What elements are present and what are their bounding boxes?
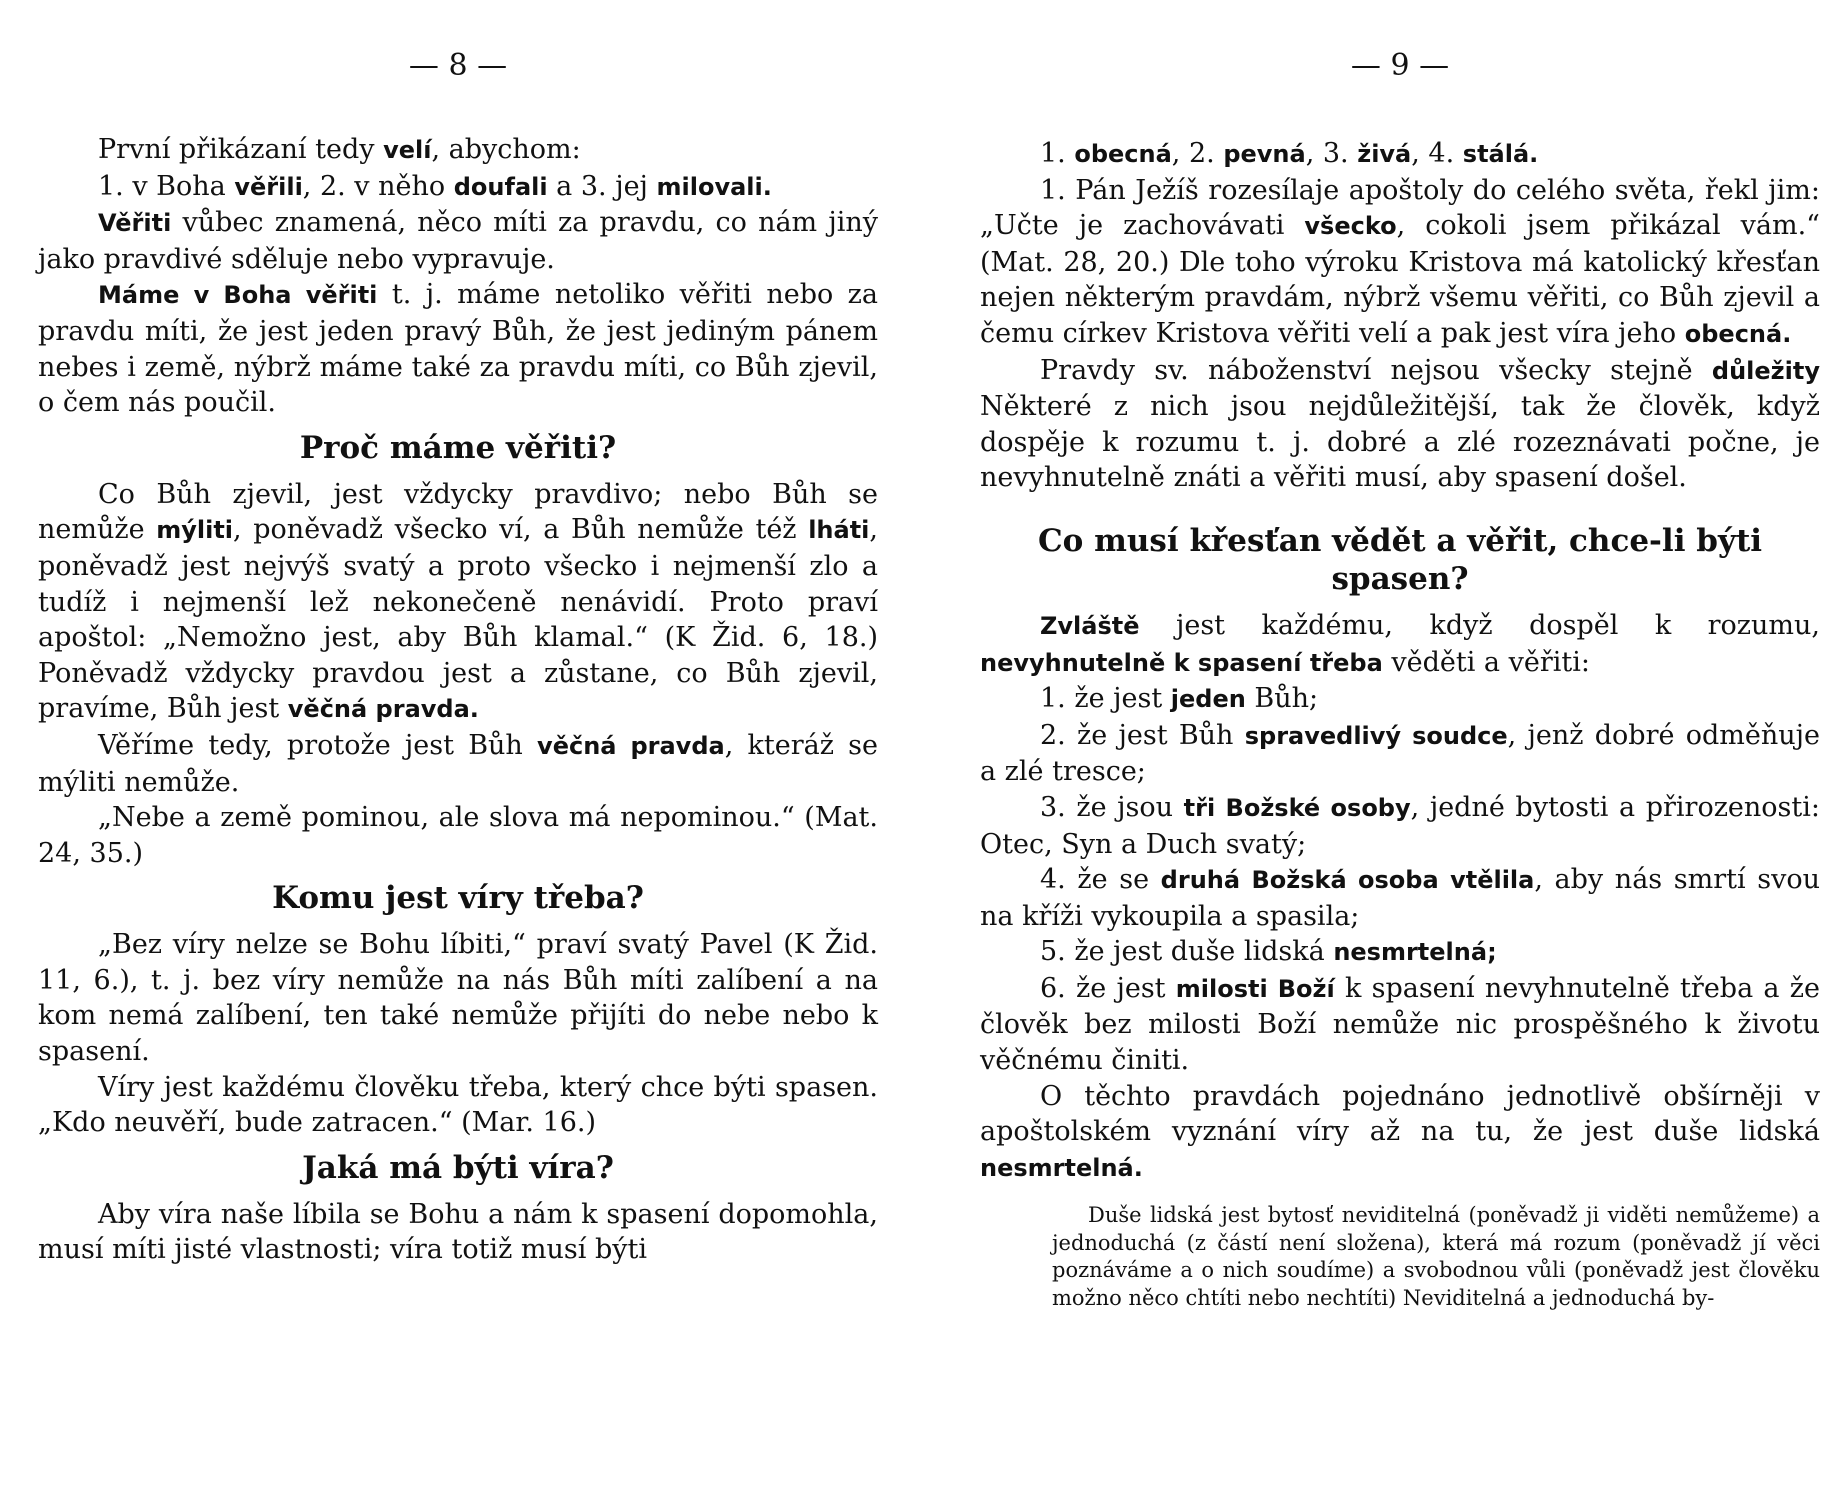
list-item bbox=[980, 934, 1820, 971]
text-run: , jenž dobré odměňuje a zlé tresce; bbox=[980, 719, 1820, 788]
text-run: 1. Pán Ježíš rozesílaje apoštoly do celého světa, řekl jim: „Učte je zachovávati bbox=[980, 174, 1820, 242]
text-run: , kteráž se mýliti nemůže. bbox=[38, 729, 879, 798]
paragraph bbox=[38, 277, 878, 420]
text-run: , 3. bbox=[1305, 138, 1358, 169]
text-run: , poněvadž všecko ví, a Bůh nemůže též bbox=[233, 514, 809, 546]
bold-term: druhá Božská osoba vtělila bbox=[1160, 866, 1535, 895]
right-page bbox=[980, 0, 1820, 1500]
text-run: 5. že jest duše lidská bbox=[1040, 936, 1334, 968]
bold-term: věřili bbox=[234, 172, 303, 201]
bold-term: pevná bbox=[1223, 140, 1306, 168]
bold-term: nesmrtelná; bbox=[1333, 938, 1497, 967]
bold-term: Věřiti bbox=[98, 209, 172, 238]
bold-term: důležity bbox=[1711, 356, 1820, 385]
text-run: 1. v Boha bbox=[98, 170, 235, 202]
list-item bbox=[980, 862, 1820, 934]
text-run: , abychom: bbox=[431, 134, 581, 165]
list-item bbox=[980, 790, 1820, 862]
text-run: Víry jest každému člověku třeba, který chce býti spasen. „Kdo neuvěří, bude zatracen.“ (Mar. 16.) bbox=[38, 1071, 878, 1139]
paragraph bbox=[980, 1079, 1820, 1187]
bold-term: všecko bbox=[1304, 212, 1397, 241]
text-run: k spasení nevyhnutelně třeba a že člověk bez milosti Boží nemůže nic prospěšného k životu věčnému činiti. bbox=[980, 972, 1820, 1077]
paragraph bbox=[980, 173, 1820, 353]
text-run: 4. že se bbox=[1040, 864, 1161, 896]
left-page bbox=[38, 0, 878, 1500]
paragraph bbox=[38, 132, 878, 169]
text-run: Aby víra naše líbila se Bohu a nám k spasení dopomohla, musí míti jisté vlastnosti; víra totiž musí býti bbox=[38, 1198, 878, 1266]
text-run: , cokoli jsem přikázal vám.“ (Mat. 28, 20.) Dle toho výroku Kristova má katolický křesťan nejen některým pravdám, nýbrž všemu věřiti, co Bůh zjevil a čemu církev Kristova věřiti velí a pak jest víra jeho bbox=[980, 210, 1820, 349]
paragraph bbox=[38, 728, 878, 800]
text-run: , aby nás smrtí svou na kříži vykoupila a spasila; bbox=[980, 864, 1820, 932]
bold-term: věčná pravda. bbox=[287, 695, 479, 724]
paragraph bbox=[980, 136, 1820, 173]
section-heading: Jaká má býti víra? bbox=[302, 1149, 614, 1186]
right-page-body bbox=[980, 86, 1820, 1186]
bold-term: velí bbox=[383, 136, 432, 164]
text-run: jest každému, když dospěl k rozumu, bbox=[1139, 609, 1820, 641]
text-run: Bůh; bbox=[1245, 683, 1319, 715]
text-run: První přikázaní tedy bbox=[98, 134, 384, 165]
text-run: a 3. jej bbox=[547, 170, 657, 202]
text-run: 2. že jest Bůh bbox=[1040, 719, 1245, 751]
bold-term: spravedlivý soudce bbox=[1244, 721, 1508, 750]
text-run: , poněvadž jest nejvýš svatý a proto všecko i nejmenší zlo a tudíž i nejmenší lež nekonečeně nenávidí. Proto praví apoštol: „Nemožno jest, aby Bůh klamal.“ (K Žid. 6, 18.) Poněvadž vždycky pravdou jest a zůstane, co Bůh zjevil, pravíme, Bůh jest bbox=[38, 514, 878, 725]
paragraph bbox=[38, 477, 878, 728]
text-run: Věříme tedy, protože jest Bůh bbox=[98, 729, 538, 761]
bold-term: Máme v Boha věřiti bbox=[98, 281, 378, 310]
text-run: O těchto pravdách pojednáno jednotlivě obšírněji v apoštolském vyznání víry až na tu, že jest duše lidská bbox=[980, 1080, 1820, 1148]
text-run: 6. že jest bbox=[1040, 972, 1176, 1004]
bold-term: lháti bbox=[808, 516, 870, 545]
text-run: 1. bbox=[1040, 138, 1075, 169]
footnote-text: Duše lidská jest bytosť neviditelná (poněvadž ji viděti nemůžeme) a jednoduchá (z částí není složena), která má rozum (poněvadž jí věci poznáváme a o nich soudíme) a svobodnou vůli (poněvadž jest člověku možno něco chtíti nebo nechtíti) Neviditelná a jednoduchá by- bbox=[1052, 1203, 1820, 1310]
bold-term: mýliti bbox=[156, 516, 234, 545]
bold-term: jeden bbox=[1170, 685, 1246, 714]
text-run: , 2. v něho bbox=[302, 170, 454, 202]
bold-term: stálá. bbox=[1462, 140, 1539, 168]
left-page-body bbox=[38, 86, 878, 1268]
section-heading: Komu jest víry třeba? bbox=[272, 880, 644, 917]
page-number: — 9 — bbox=[1350, 48, 1450, 83]
bold-term: milovali. bbox=[656, 172, 772, 201]
section-heading: Co musí křesťan vědět a věřit, chce-li býti spasen? bbox=[1037, 522, 1763, 597]
paragraph bbox=[38, 800, 878, 871]
paragraph bbox=[38, 1197, 878, 1268]
text-run: Pravdy sv. náboženství nejsou všecky stejně bbox=[1040, 354, 1712, 386]
text-run: t. j. máme netoliko věřiti nebo za pravdu míti, že jest jeden pravý Bůh, že jest jediným pánem nebes i země, nýbrž máme také za pravdu míti, co Bůh zjevil, o čem nás poučil. bbox=[38, 279, 879, 419]
bold-term: nevyhnutelně k spasení třeba bbox=[980, 648, 1383, 677]
bold-term: obecná. bbox=[1684, 319, 1792, 348]
text-run: 1. že jest bbox=[1040, 683, 1171, 715]
list-item bbox=[980, 971, 1820, 1079]
paragraph bbox=[980, 608, 1820, 681]
bold-term: živá bbox=[1357, 140, 1412, 168]
text-run: , 2. bbox=[1171, 138, 1224, 169]
text-run: Co Bůh zjevil, jest vždycky pravdivo; nebo Bůh se nemůže bbox=[38, 478, 878, 546]
footnote bbox=[980, 1186, 1820, 1312]
text-run: , 4. bbox=[1411, 138, 1463, 169]
list-item bbox=[980, 681, 1820, 718]
text-run: vůbec znamená, něco míti za pravdu, co nám jiný jako pravdivé sděluje nebo vypravuje. bbox=[38, 207, 878, 275]
bold-term: věčná pravda bbox=[537, 731, 725, 760]
paragraph bbox=[38, 927, 878, 1069]
text-run: 3. že jsou bbox=[1040, 791, 1184, 823]
page-number: — 8 — bbox=[408, 48, 508, 83]
text-run: Některé z nich jsou nejdůležitější, tak že člověk, když dospěje k rozumu t. j. dobré a zlé rozeznávati počne, je nevyhnutelně znáti a věřiti musí, aby spasení došel. bbox=[980, 391, 1820, 494]
text-run: „Bez víry nelze se Bohu líbiti,“ praví svatý Pavel (K Žid. 11, 6.), t. j. bez víry nemůže na nás Bůh míti zalíbení a na kom nemá zalíbení, ten také nemůže přijíti do nebe nebo k spasení. bbox=[38, 929, 878, 1068]
paragraph bbox=[38, 169, 878, 206]
bold-term: milosti Boží bbox=[1175, 974, 1335, 1003]
paragraph bbox=[38, 1070, 878, 1141]
bold-term: tři Božské osoby bbox=[1183, 793, 1411, 822]
bold-term: Zvláště bbox=[1040, 611, 1140, 640]
paragraph bbox=[980, 353, 1820, 496]
bold-term: obecná bbox=[1074, 140, 1172, 168]
text-run: věděti a věřiti: bbox=[1382, 646, 1590, 678]
section-heading: Proč máme věřiti? bbox=[299, 429, 617, 466]
text-run: „Nebe a země pominou, ale slova má nepominou.“ (Mat. 24, 35.) bbox=[38, 802, 878, 869]
bold-term: nesmrtelná. bbox=[980, 1153, 1143, 1182]
bold-term: doufali bbox=[453, 172, 548, 201]
paragraph bbox=[38, 205, 878, 277]
list-item bbox=[980, 718, 1820, 790]
text-run: , jedné bytosti a přirozenosti: Otec, Syn a Duch svatý; bbox=[980, 791, 1820, 860]
